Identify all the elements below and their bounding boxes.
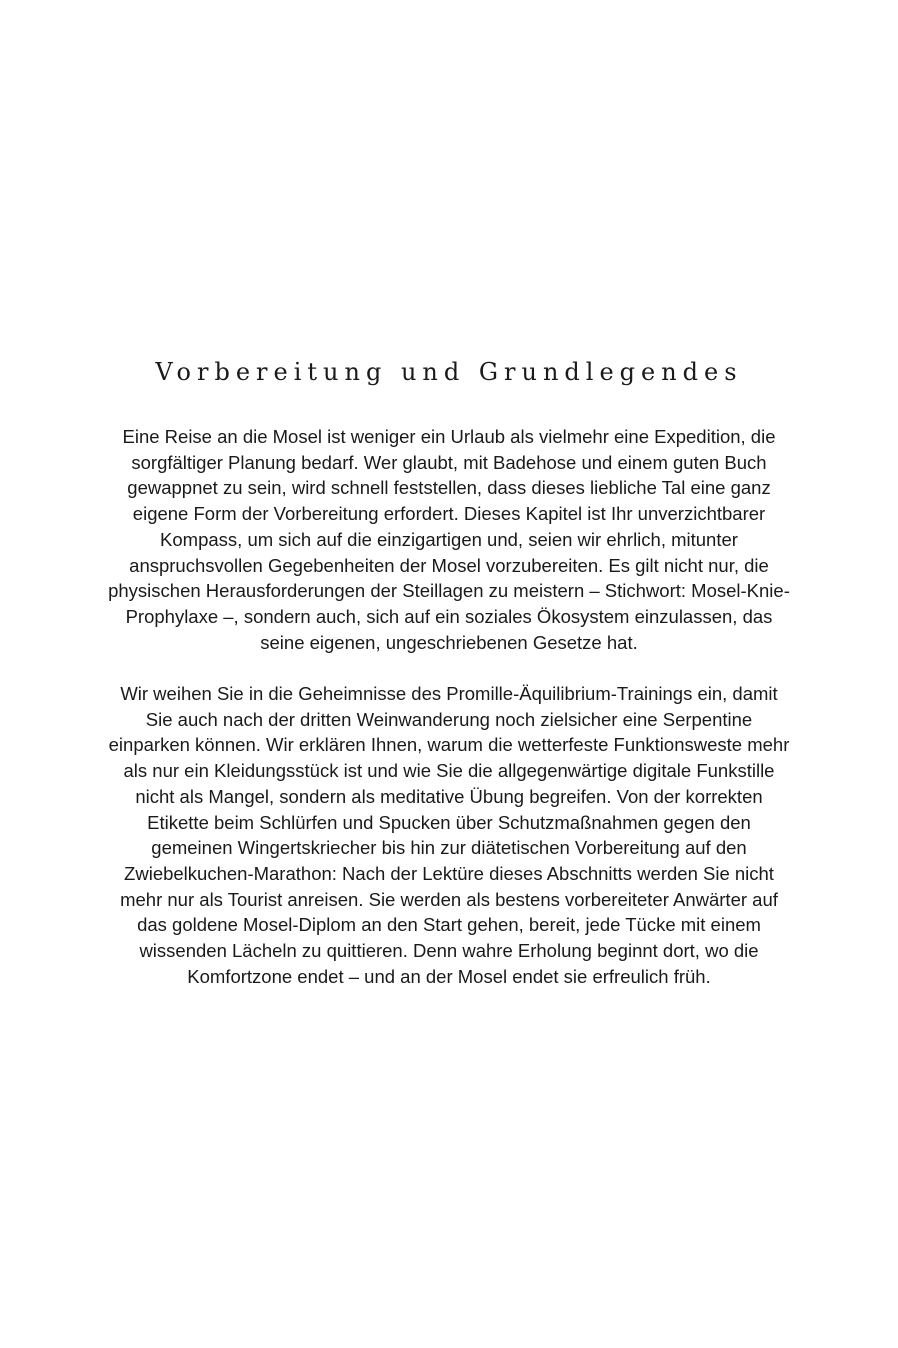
paragraph-intro: Eine Reise an die Mosel ist weniger ein Urlaub als vielmehr eine Expedition, die sorgfältiger Planung bedarf. Wer glaubt, mit Badehose und einem guten Buch gewappnet zu sein, wird schnell feststellen, dass dieses liebliche Tal eine ganz eigene Form der Vorbereitung erfordert. Dieses Kapitel ist Ihr unverzichtbarer Kompass, um sich auf die einzigartigen und, seien wir ehrlich, mitunter anspruchsvollen Gegebenheiten der Mosel vorzubereiten. Es gilt nicht nur, die physischen Herausforderungen der Steillagen zu meistern – Stichwort: Mosel-Knie-Prophylaxe –, sondern auch, sich auf ein soziales Ökosystem einzulassen, das seine eigenen, ungeschriebenen Gesetze hat.	[108, 426, 790, 653]
chapter-body	[106, 424, 792, 1015]
chapter-title: Vorbereitung und Grundlegendes	[155, 358, 743, 386]
paragraph-preparation: Wir weihen Sie in die Geheimnisse des Promille-Äquilibrium-Trainings ein, damit Sie auch nach der dritten Weinwanderung noch zielsicher eine Serpentine einparken können. Wir erklären Ihnen, warum die wetterfeste Funktionsweste mehr als nur ein Kleidungsstück ist und wie Sie die allgegenwärtige digitale Funkstille nicht als Mangel, sondern als meditative Übung begreifen. Von der korrekten Etikette beim Schlürfen und Spucken über Schutzmaßnahmen gegen den gemeinen Wingertskriecher bis hin zur diätetischen Vorbereitung auf den Zwiebelkuchen-Marathon: Nach der Lektüre dieses Abschnitts werden Sie nicht mehr nur als Tourist anreisen. Sie werden als bestens vorbereiteter Anwärter auf das goldene Mosel-Diplom an den Start gehen, bereit, jede Tücke mit einem wissenden Lächeln zu quittieren. Denn wahre Erholung beginnt dort, wo die Komfortzone endet – und an der Mosel endet sie erfreulich früh.	[108, 683, 790, 987]
